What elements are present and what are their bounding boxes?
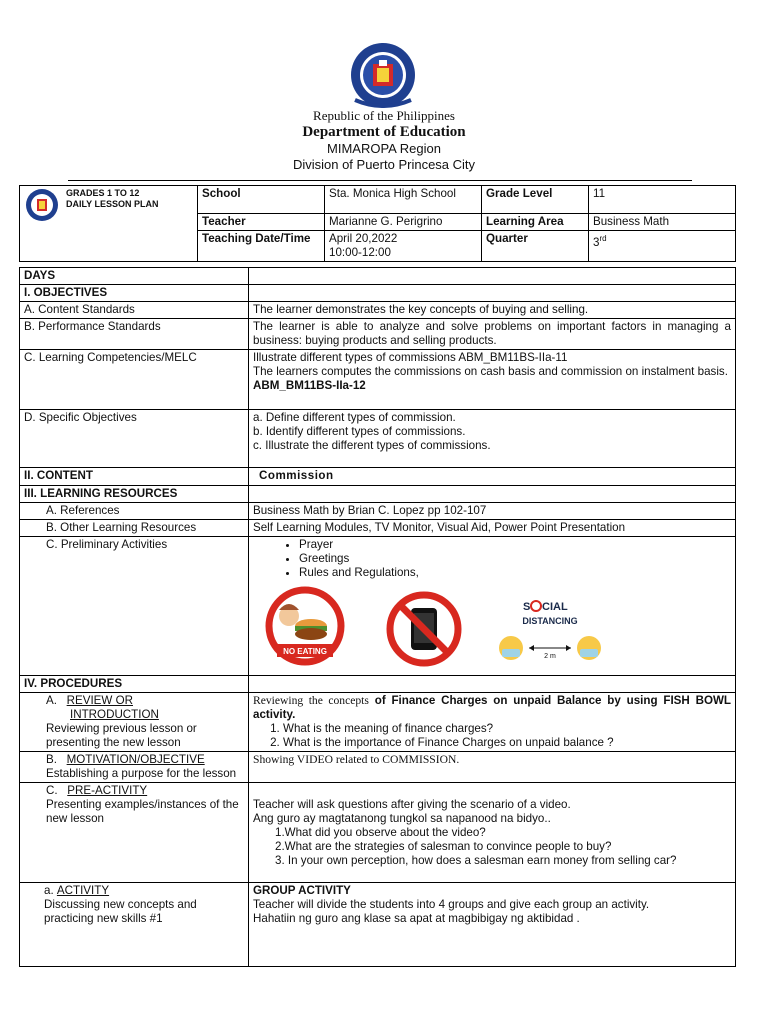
lesson-plan-table: [19, 267, 736, 967]
objectives-value: [249, 285, 736, 302]
list-item: • Greetings: [299, 552, 731, 566]
activity-cell: a. ACTIVITY Discussing new concepts and practicing new skills #1: [20, 883, 249, 967]
learning-resources-heading: III. LEARNING RESOURCES: [20, 486, 249, 503]
list-item: • Rules and Regulations,: [299, 566, 731, 580]
quarter-value: [589, 231, 736, 262]
quarter-suffix: rd: [599, 234, 607, 243]
teacher-label: Teacher: [198, 214, 325, 231]
learning-area-label: Learning Area: [482, 214, 589, 231]
quarter-number: 3: [593, 235, 600, 249]
school-label: School: [198, 186, 325, 214]
review-title: REVIEW OR: [66, 694, 133, 707]
references-text: Business Math by Brian C. Lopez pp 102-107: [249, 503, 736, 520]
list-item: 2. What is the importance of Finance Charges on unpaid balance ?: [283, 736, 731, 750]
specific-objectives-label: D. Specific Objectives: [20, 410, 249, 468]
melc-line-1: Illustrate different types of commissions ABM_BM11BS-IIa-11: [253, 351, 568, 364]
procedures-value: [249, 676, 736, 693]
specific-objective-a: a. Define different types of commission.: [253, 411, 456, 424]
specific-objective-c: c. Illustrate the different types of commissions.: [253, 439, 491, 452]
distance-label: 2 m: [544, 653, 556, 660]
performance-standards-label: B. Performance Standards: [20, 319, 249, 350]
list-item: • Prayer: [299, 538, 731, 552]
motivation-description: Establishing a purpose for the lesson: [46, 767, 237, 780]
review-description: Reviewing previous lesson or presenting the new lesson: [46, 722, 197, 749]
no-eating-caption: NO EATING: [283, 647, 327, 656]
division-text: Division of Puerto Princesa City: [292, 157, 476, 172]
other-resources-text: Self Learning Modules, TV Monitor, Visual Aid, Power Point Presentation: [249, 520, 736, 537]
content-heading: II. CONTENT: [20, 468, 249, 486]
activity-text-2: Hahatiin ng guro ang klase sa apat at magbibigay ng aktibidad .: [253, 912, 580, 925]
pre-activity-cell: C. PRE-ACTIVITY Presenting examples/instances of the new lesson: [20, 783, 249, 883]
date-value: April 20,2022: [329, 232, 398, 245]
pre-activity-q2: 2.What are the strategies of salesman to convince people to buy?: [275, 840, 612, 853]
review-text-2: of Finance Charges on unpaid Balance by using FISH BOWL activity.: [253, 694, 731, 721]
melc-code: ABM_BM11BS-IIa-12: [253, 379, 366, 392]
motivation-cell: B. MOTIVATION/OBJECTIVE Establishing a purpose for the lesson: [20, 752, 249, 783]
activity-heading: GROUP ACTIVITY: [253, 884, 351, 897]
no-phone-image: [371, 586, 483, 672]
dlp-line-2: DAILY LESSON PLAN: [66, 199, 159, 209]
school-value: Sta. Monica High School: [325, 186, 482, 214]
social-distancing-image: [489, 586, 611, 672]
pre-activity-q1: 1.What did you observe about the video?: [275, 826, 486, 839]
review-title-2: INTRODUCTION: [70, 708, 159, 721]
activity-content: [249, 883, 736, 967]
no-eating-image: [253, 586, 365, 672]
rules-images: [253, 586, 731, 672]
distancing-text: DISTANCING: [522, 616, 578, 626]
pre-activity-text-2: Ang guro ay magtatanong tungkol sa napanood na bidyo..: [253, 812, 551, 825]
motivation-content: Showing VIDEO related to COMMISSION.: [249, 752, 736, 783]
dlp-line-1: GRADES 1 TO 12: [66, 188, 140, 198]
references-label: A. References: [20, 503, 249, 520]
header-divider: [68, 180, 692, 181]
activity-title: ACTIVITY: [56, 884, 110, 897]
preliminary-activities-cell: [249, 537, 736, 676]
activity-text-1: Teacher will divide the students into 4 groups and give each group an activity.: [253, 898, 650, 911]
teacher-value: Marianne G. Perigrino: [325, 214, 482, 231]
quarter-label: Quarter: [482, 231, 589, 262]
social-text-cial: CIAL: [542, 601, 568, 613]
content-standards-label: A. Content Standards: [20, 302, 249, 319]
days-value: [249, 268, 736, 285]
review-text-1: Reviewing the concepts: [253, 694, 369, 707]
lesson-info-table: [19, 185, 736, 262]
specific-objective-b: b. Identify different types of commissions.: [253, 425, 466, 438]
days-label: DAYS: [20, 268, 249, 285]
social-text-s: S: [523, 601, 531, 613]
content-topic: Commission: [249, 468, 736, 486]
pre-activity-content: [249, 783, 736, 883]
activity-description: Discussing new concepts and practicing new skills #1: [44, 898, 197, 925]
procedures-heading: IV. PROCEDURES: [20, 676, 249, 693]
dlp-title-cell: [20, 186, 198, 262]
review-content: [249, 693, 736, 752]
performance-standards-text: The learner is able to analyze and solve problems on important factors in managing a business: buying products and selling products.: [249, 319, 736, 350]
melc-cell: [249, 350, 736, 410]
department-title: Department of Education: [302, 124, 466, 140]
review-questions: [253, 722, 731, 750]
deped-seal-logo: [333, 42, 433, 108]
region-text: MIMAROPA Region: [327, 141, 441, 156]
review-cell: A. REVIEW OR INTRODUCTION Reviewing previous lesson or presenting the new lesson: [20, 693, 249, 752]
objectives-heading: I. OBJECTIVES: [20, 285, 249, 302]
grade-level-label: Grade Level: [482, 186, 589, 214]
time-value: 10:00-12:00: [329, 246, 391, 259]
melc-label: C. Learning Competencies/MELC: [20, 350, 249, 410]
specific-objectives-cell: [249, 410, 736, 468]
preliminary-activities-label: C. Preliminary Activities: [20, 537, 249, 676]
preliminary-list: [253, 538, 731, 580]
list-item: 1. What is the meaning of finance charges?: [283, 722, 731, 736]
pre-activity-description: Presenting examples/instances of the new lesson: [46, 798, 239, 825]
content-standards-text: The learner demonstrates the key concepts of buying and selling.: [249, 302, 736, 319]
motivation-title: MOTIVATION/OBJECTIVE: [66, 753, 205, 766]
deped-small-seal-icon: [22, 188, 62, 222]
learning-resources-value: [249, 486, 736, 503]
pre-activity-text-1: Teacher will ask questions after giving the scenario of a video.: [253, 798, 571, 811]
grade-level-value: 11: [589, 186, 736, 214]
date-time-label: Teaching Date/Time: [198, 231, 325, 262]
learning-area-value: Business Math: [589, 214, 736, 231]
pre-activity-q3: 3. In your own perception, how does a salesman earn money from selling car?: [275, 854, 677, 867]
republic-text: Republic of the Philippines: [313, 108, 455, 123]
pre-activity-title: PRE-ACTIVITY: [67, 784, 148, 797]
melc-line-2: The learners computes the commissions on cash basis and commission on instalment basis.: [253, 365, 728, 378]
date-time-value: [325, 231, 482, 262]
other-resources-label: B. Other Learning Resources: [20, 520, 249, 537]
